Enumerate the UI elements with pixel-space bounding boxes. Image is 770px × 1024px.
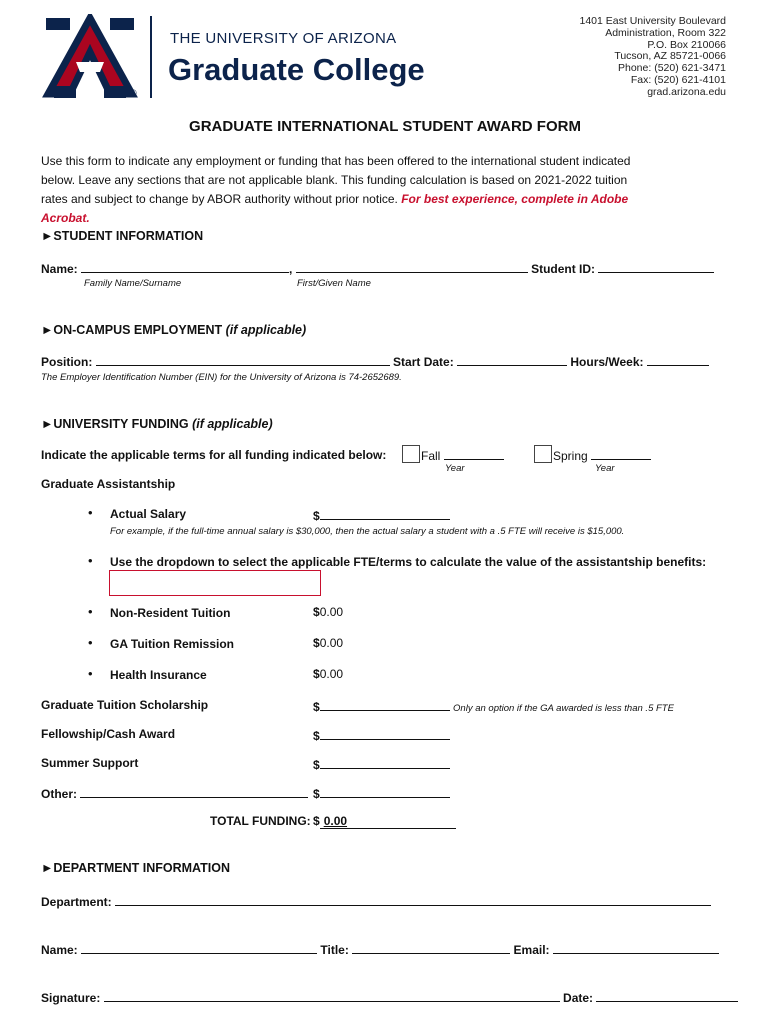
actual-salary-label: Actual Salary [110, 507, 187, 521]
other-amount-row [313, 785, 450, 801]
registered-mark: ® [130, 88, 137, 98]
fellowship-row [313, 727, 450, 743]
form-title: GRADUATE INTERNATIONAL STUDENT AWARD FORM [189, 118, 581, 135]
given-name-field[interactable] [296, 260, 528, 273]
name-comma: , [289, 262, 293, 276]
department-heading: ►DEPARTMENT INFORMATION [41, 861, 230, 875]
dollar-sign: $ [313, 700, 320, 714]
ein-note: The Employer Identification Number (EIN) for the University of Arizona is 74-2652689. [41, 372, 402, 383]
other-description-field[interactable] [80, 785, 308, 798]
spring-checkbox[interactable] [534, 445, 552, 463]
family-name-field[interactable] [81, 260, 289, 273]
dollar-sign: $ [313, 509, 320, 523]
bullet: • [88, 604, 93, 619]
position-field[interactable] [96, 353, 390, 366]
dollar-sign: $ [313, 605, 320, 619]
address-line: 1401 East University Boulevard [579, 15, 726, 27]
other-row [41, 785, 308, 801]
student-name-row [41, 260, 731, 276]
dollar-sign: $ [313, 667, 320, 681]
intro-line: Use this form to indicate any employment or funding that has been offered to the international student indicated [41, 154, 631, 168]
adobe-note-end: Acrobat. [41, 211, 90, 225]
summer-row [313, 756, 450, 772]
fellowship-label: Fellowship/Cash Award [41, 727, 176, 741]
fellowship-field[interactable] [320, 727, 450, 740]
fall-label: Fall [421, 449, 441, 463]
employment-heading-text: ►ON-CAMPUS EMPLOYMENT [41, 323, 223, 337]
contact-row [41, 941, 719, 957]
position-row [41, 353, 709, 369]
bullet: • [88, 635, 93, 650]
address-block [580, 16, 727, 99]
address-line: Tucson, AZ 85721-0066 [614, 50, 726, 63]
nonresident-amount [313, 605, 343, 619]
fall-row [421, 447, 504, 463]
spring-year-field[interactable] [591, 447, 651, 460]
fall-checkbox[interactable] [402, 445, 420, 463]
funding-heading-note: (if applicable) [192, 417, 273, 431]
total-field [320, 814, 456, 829]
contact-name-label: Name: [41, 943, 78, 957]
family-name-caption: Family Name/Surname [84, 278, 182, 289]
bullet: • [88, 505, 93, 520]
intro-line-text: rates and subject to change by ABOR authority without prior notice. [41, 192, 398, 206]
summer-field[interactable] [320, 756, 450, 769]
summer-label: Summer Support [41, 756, 139, 770]
employment-heading-note: (if applicable) [225, 323, 307, 337]
assistantship-heading: Graduate Assistantship [41, 477, 176, 491]
bullet: • [88, 666, 93, 681]
university-name: THE UNIVERSITY OF ARIZONA [170, 30, 397, 47]
start-date-label: Start Date: [393, 355, 454, 369]
health-amount [313, 667, 343, 681]
college-name: Graduate College [168, 52, 425, 87]
total-row [313, 814, 456, 829]
remission-label: GA Tuition Remission [110, 637, 235, 651]
remission-value: 0.00 [319, 636, 344, 650]
address-line: grad.arizona.edu [647, 85, 726, 98]
dollar-sign: $ [313, 758, 320, 772]
nonresident-label: Non-Resident Tuition [110, 606, 231, 620]
address-line: Fax: (520) 621-4101 [630, 73, 726, 86]
department-row [41, 893, 711, 909]
intro-line [41, 190, 731, 209]
date-field[interactable] [596, 989, 738, 1002]
dollar-sign: $ [313, 636, 320, 650]
department-field[interactable] [115, 893, 711, 906]
student-id-label: Student ID: [531, 262, 596, 276]
address-line: Administration, Room 322 [605, 26, 726, 39]
fte-dropdown[interactable] [109, 570, 321, 596]
contact-email-field[interactable] [553, 941, 719, 954]
spring-row [553, 447, 651, 463]
header-divider [150, 16, 152, 98]
terms-label: Indicate the applicable terms for all funding indicated below: [41, 448, 387, 462]
date-label: Date: [563, 991, 594, 1005]
fall-year-field[interactable] [444, 447, 504, 460]
university-logo [40, 14, 140, 102]
dollar-sign: $ [313, 787, 320, 801]
intro-line: below. Leave any sections that are not applicable blank. This funding calculation is based on 2021-2022 tuition [41, 173, 628, 187]
contact-name-field[interactable] [81, 941, 317, 954]
nonresident-value: 0.00 [319, 605, 344, 619]
scholarship-label: Graduate Tuition Scholarship [41, 698, 209, 712]
position-label: Position: [41, 355, 93, 369]
employment-heading [41, 323, 306, 337]
salary-example: For example, if the full-time annual salary is $30,000, then the actual salary a student with a .5 FTE will receive is $15,000. [110, 526, 625, 537]
actual-salary-row [313, 507, 450, 523]
scholarship-field[interactable] [320, 698, 450, 711]
signature-label: Signature: [41, 991, 101, 1005]
start-date-field[interactable] [457, 353, 567, 366]
dollar-sign: $ [313, 729, 320, 743]
block-a-logo-icon [40, 14, 140, 102]
contact-title-field[interactable] [352, 941, 510, 954]
intro-text [41, 152, 731, 228]
hours-field[interactable] [647, 353, 709, 366]
name-label: Name: [41, 262, 78, 276]
spring-label: Spring [553, 449, 588, 463]
bullet: • [88, 553, 93, 568]
other-label: Other: [41, 787, 77, 801]
student-id-field[interactable] [598, 260, 714, 273]
funding-heading-text: ►UNIVERSITY FUNDING [41, 417, 189, 431]
contact-email-label: Email: [513, 943, 550, 957]
spring-year-caption: Year [595, 463, 615, 474]
funding-heading [41, 417, 273, 431]
hours-label: Hours/Week: [570, 355, 644, 369]
student-info-heading: ►STUDENT INFORMATION [41, 229, 204, 243]
dollar-sign: $ [313, 814, 320, 828]
health-label: Health Insurance [110, 668, 207, 682]
scholarship-row [313, 698, 674, 714]
fall-year-caption: Year [445, 463, 465, 474]
dropdown-label: Use the dropdown to select the applicable FTE/terms to calculate the value of the assistantship benefits: [110, 555, 707, 569]
address-line: P.O. Box 210066 [647, 38, 726, 51]
signature-field[interactable] [104, 989, 560, 1002]
health-value: 0.00 [319, 667, 344, 681]
total-label: TOTAL FUNDING: [210, 814, 311, 828]
department-label: Department: [41, 895, 112, 909]
address-line: Phone: (520) 621-3471 [618, 62, 726, 75]
other-amount-field[interactable] [320, 785, 450, 798]
actual-salary-field[interactable] [320, 507, 450, 520]
given-name-caption: First/Given Name [297, 278, 371, 289]
scholarship-note: Only an option if the GA awarded is less than .5 FTE [453, 703, 674, 714]
signature-row [41, 989, 738, 1005]
adobe-note: For best experience, complete in Adobe [401, 192, 629, 206]
contact-title-label: Title: [320, 943, 349, 957]
total-value: 0.00 [323, 814, 348, 828]
remission-amount [313, 636, 343, 650]
